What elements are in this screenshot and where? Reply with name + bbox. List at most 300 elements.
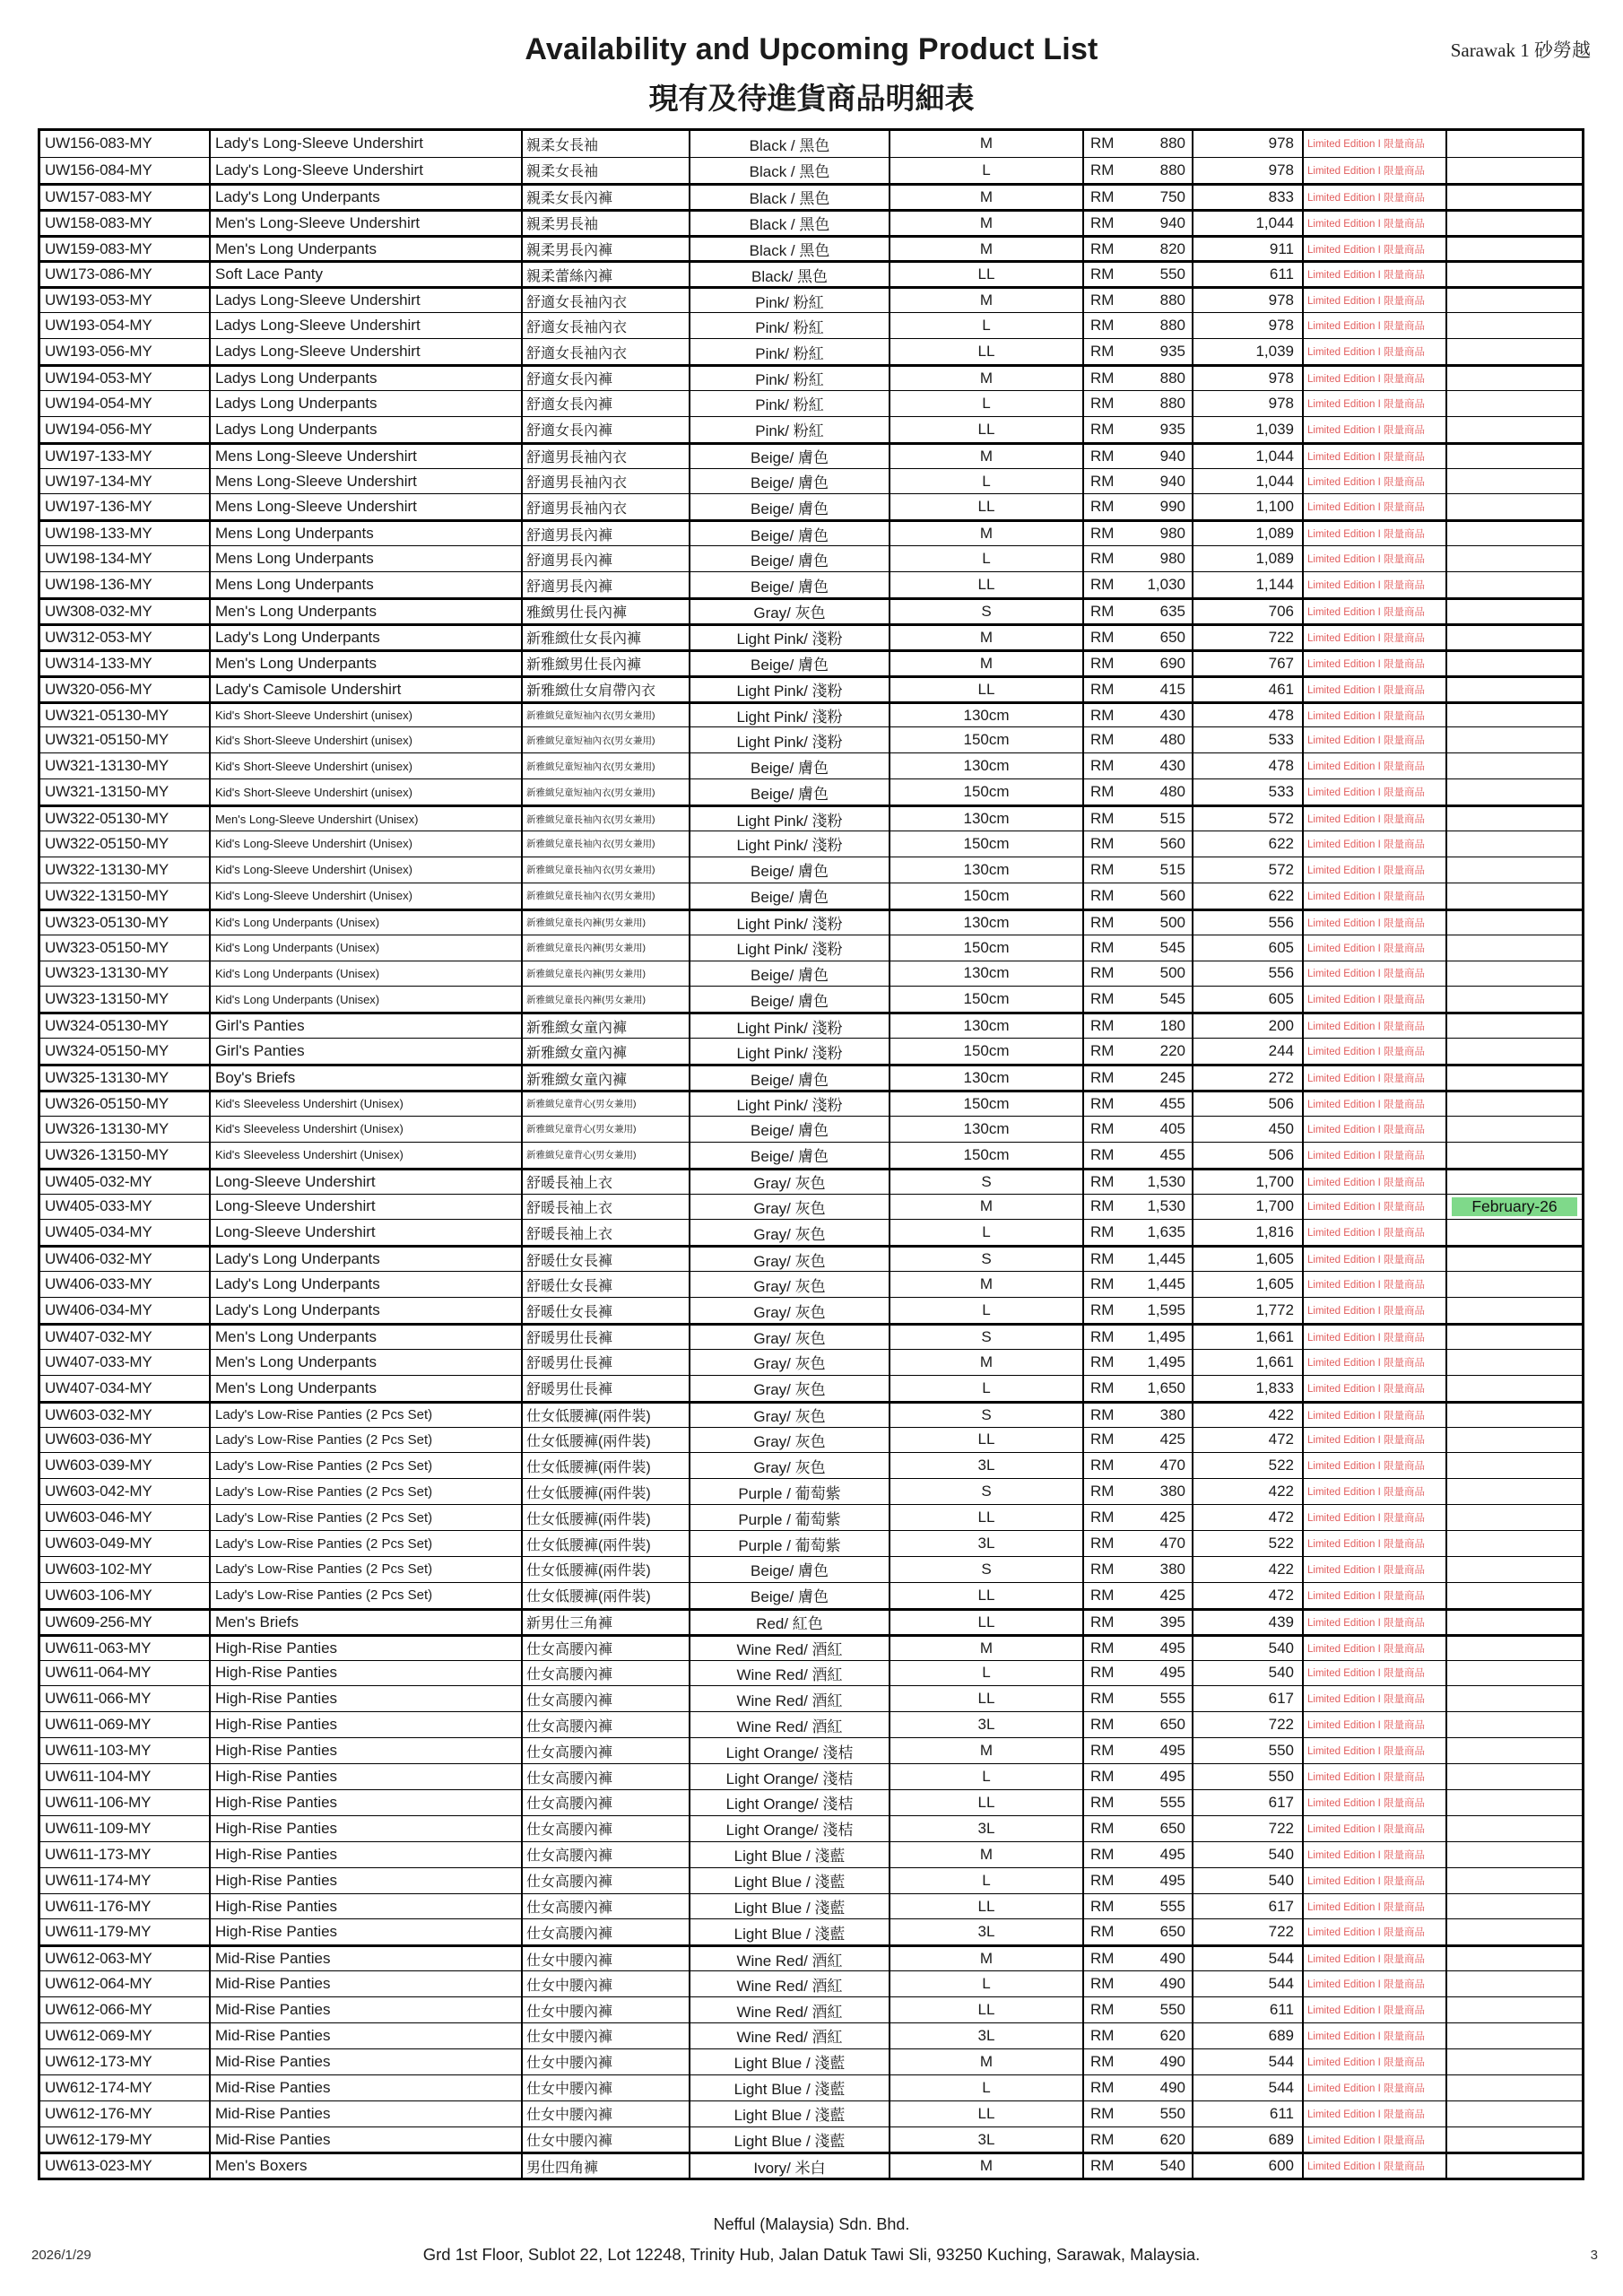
price-cell (1082, 678, 1192, 701)
limited-edition-badge: Limited Edition I 限量商品 (1302, 753, 1445, 778)
currency-label: RM (1090, 913, 1115, 931)
product-name-zh-cell: 仕女低腰褲(兩件裝) (521, 1404, 689, 1427)
currency-label: RM (1090, 1069, 1115, 1086)
limited-edition-badge: Limited Edition I 限量商品 (1302, 131, 1445, 157)
price-cell (1082, 1092, 1192, 1116)
price-alt-cell: 550 (1192, 1764, 1302, 1789)
price-alt-cell: 1,044 (1192, 212, 1302, 235)
price-value: 180 (1159, 1017, 1185, 1035)
product-name-en-cell: Mens Long-Sleeve Undershirt (209, 445, 521, 468)
product-name-zh-cell: 仕女高腰內褲 (521, 1686, 689, 1711)
table-row (40, 675, 1582, 701)
product-name-en-cell: Kid's Long-Sleeve Undershirt (Unisex) (209, 857, 521, 883)
size-cell: LL (889, 1686, 1082, 1711)
size-cell: M (889, 1637, 1082, 1660)
limited-edition-badge: Limited Edition I 限量商品 (1302, 1842, 1445, 1867)
size-cell: M (889, 522, 1082, 545)
price-alt-cell: 522 (1192, 1453, 1302, 1478)
table-row (40, 416, 1582, 442)
table-row (40, 597, 1582, 623)
size-cell: M (889, 1350, 1082, 1375)
note-cell (1445, 727, 1582, 752)
currency-label: RM (1090, 213, 1115, 231)
note-cell (1445, 857, 1582, 883)
currency-label: RM (1090, 239, 1115, 257)
product-name-zh-cell: 舒暖仕女長褲 (521, 1298, 689, 1323)
color-cell: Beige/ 膚色 (689, 1143, 889, 1168)
product-name-zh-cell: 舒適男長袖內衣 (521, 494, 689, 519)
product-code-cell: UW603-032-MY (45, 1405, 152, 1423)
limited-edition-badge: Limited Edition I 限量商品 (1302, 212, 1445, 235)
price-alt-cell: 572 (1192, 857, 1302, 883)
currency-label: RM (1090, 1950, 1115, 1968)
price-value: 490 (1159, 1975, 1185, 1993)
table-row (40, 1038, 1582, 1064)
price-value: 650 (1159, 1716, 1185, 1734)
product-code-cell: UW611-179-MY (45, 1923, 152, 1941)
note-cell (1445, 1505, 1582, 1530)
price-value: 880 (1159, 369, 1185, 387)
product-name-en-cell: Lady's Long Underpants (209, 1298, 521, 1323)
product-code-cell: UW321-13150-MY (45, 783, 169, 801)
size-cell: 3L (889, 1453, 1082, 1478)
price-alt-cell: 605 (1192, 935, 1302, 961)
limited-edition-badge: Limited Edition I 限量商品 (1302, 1066, 1445, 1090)
price-alt-cell: 1,044 (1192, 469, 1302, 494)
limited-edition-badge: Limited Edition I 限量商品 (1302, 857, 1445, 883)
product-code-cell: UW197-134-MY (45, 472, 152, 490)
color-cell: Wine Red/ 酒紅 (689, 1712, 889, 1737)
product-name-en-cell: Kid's Long Underpants (Unisex) (209, 987, 521, 1012)
product-name-zh-cell: 新男仕三角褲 (521, 1611, 689, 1634)
limited-edition-badge: Limited Edition I 限量商品 (1302, 339, 1445, 364)
color-cell: Gray/ 灰色 (689, 1220, 889, 1245)
product-name-en-cell: Ladys Long Underpants (209, 367, 521, 390)
table-row (40, 1452, 1582, 1478)
price-value: 490 (1159, 2078, 1185, 2096)
product-code-cell: UW194-053-MY (45, 369, 152, 387)
price-value: 980 (1159, 525, 1185, 543)
product-name-zh-cell: 舒暖男仕長褲 (521, 1376, 689, 1401)
product-name-zh-cell: 新雅緻兒童長內褲(男女兼用) (521, 961, 689, 987)
note-cell (1445, 1428, 1582, 1453)
currency-label: RM (1090, 2001, 1115, 2019)
product-name-en-cell: Men's Long-Sleeve Undershirt (209, 212, 521, 235)
table-row (40, 312, 1582, 338)
price-cell (1082, 2127, 1192, 2152)
limited-edition-badge: Limited Edition I 限量商品 (1302, 1637, 1445, 1660)
size-cell: M (889, 1842, 1082, 1867)
limited-edition-badge: Limited Edition I 限量商品 (1302, 289, 1445, 312)
note-cell (1445, 186, 1582, 209)
product-name-zh-cell: 仕女中腰內褲 (521, 2127, 689, 2152)
price-alt-cell: 978 (1192, 131, 1302, 157)
price-alt-cell: 544 (1192, 2075, 1302, 2100)
color-cell: Light Blue / 淺藍 (689, 2075, 889, 2100)
size-cell: M (889, 289, 1082, 312)
note-cell (1445, 1790, 1582, 1815)
product-name-en-cell: Mid-Rise Panties (209, 2101, 521, 2126)
product-code-cell: UW326-13150-MY (45, 1145, 169, 1163)
size-cell: M (889, 1272, 1082, 1297)
color-cell: Pink/ 粉紅 (689, 313, 889, 338)
note-cell (1445, 417, 1582, 442)
price-value: 880 (1159, 394, 1185, 412)
price-alt-cell: 611 (1192, 2101, 1302, 2126)
product-code-cell: UW198-136-MY (45, 576, 152, 594)
color-cell: Gray/ 灰色 (689, 1298, 889, 1323)
table-row (40, 1685, 1582, 1711)
limited-edition-badge: Limited Edition I 限量商品 (1302, 1376, 1445, 1401)
note-cell (1445, 1997, 1582, 2022)
product-name-en-cell: Kid's Sleeveless Undershirt (Unisex) (209, 1092, 521, 1116)
price-value: 635 (1159, 602, 1185, 620)
size-cell: 130cm (889, 753, 1082, 778)
product-name-en-cell: Kid's Short-Sleeve Undershirt (unisex) (209, 704, 521, 727)
product-name-en-cell: Lady's Low-Rise Panties (2 Pcs Set) (209, 1531, 521, 1556)
limited-edition-badge: Limited Edition I 限量商品 (1302, 572, 1445, 597)
note-cell (1445, 1453, 1582, 1478)
price-cell (1082, 131, 1192, 157)
product-name-en-cell: High-Rise Panties (209, 1686, 521, 1711)
note-cell (1445, 1842, 1582, 1867)
product-name-zh-cell: 仕女低腰褲(兩件裝) (521, 1557, 689, 1582)
product-name-zh-cell: 新雅緻兒童長袖內衣(男女兼用) (521, 831, 689, 857)
size-cell: LL (889, 572, 1082, 597)
color-cell: Gray/ 灰色 (689, 1272, 889, 1297)
price-value: 490 (1159, 2052, 1185, 2070)
price-cell (1082, 1712, 1192, 1737)
note-cell (1445, 883, 1582, 909)
limited-edition-badge: Limited Edition I 限量商品 (1302, 1583, 1445, 1608)
color-cell: Pink/ 粉紅 (689, 289, 889, 312)
product-name-en-cell: Kid's Short-Sleeve Undershirt (unisex) (209, 779, 521, 804)
price-alt-cell: 617 (1192, 1894, 1302, 1919)
price-cell (1082, 2154, 1192, 2178)
price-alt-cell: 506 (1192, 1143, 1302, 1168)
price-alt-cell: 544 (1192, 1947, 1302, 1970)
note-cell (1445, 831, 1582, 857)
product-code-cell: UW194-056-MY (45, 420, 152, 438)
limited-edition-badge: Limited Edition I 限量商品 (1302, 727, 1445, 752)
table-row (40, 883, 1582, 909)
currency-label: RM (1090, 1042, 1115, 1060)
product-name-zh-cell: 新雅緻女童內褲 (521, 1066, 689, 1090)
limited-edition-badge: Limited Edition I 限量商品 (1302, 1479, 1445, 1504)
price-cell (1082, 704, 1192, 727)
color-cell: Black / 黑色 (689, 158, 889, 183)
product-code-cell: UW322-05150-MY (45, 834, 169, 852)
price-cell (1082, 1997, 1192, 2022)
currency-label: RM (1090, 1923, 1115, 1941)
currency-label: RM (1090, 1172, 1115, 1190)
currency-label: RM (1090, 447, 1115, 465)
product-code-cell: UW406-033-MY (45, 1275, 152, 1293)
product-name-zh-cell: 舒適男長袖內衣 (521, 445, 689, 468)
product-code-cell: UW197-133-MY (45, 447, 152, 465)
note-cell (1445, 1195, 1582, 1220)
table-row (40, 157, 1582, 183)
product-name-zh-cell: 仕女高腰內褲 (521, 1790, 689, 1815)
size-cell: 130cm (889, 1066, 1082, 1090)
price-alt-cell: 722 (1192, 1816, 1302, 1841)
product-name-en-cell: Lady's Camisole Undershirt (209, 678, 521, 701)
color-cell: Light Blue / 淺藍 (689, 2127, 889, 2152)
limited-edition-badge: Limited Edition I 限量商品 (1302, 1453, 1445, 1478)
product-name-en-cell: Men's Long Underpants (209, 652, 521, 675)
limited-edition-badge: Limited Edition I 限量商品 (1302, 600, 1445, 623)
product-name-zh-cell: 新雅緻仕女長內褲 (521, 626, 689, 649)
color-cell: Gray/ 灰色 (689, 1248, 889, 1271)
price-value: 550 (1159, 2104, 1185, 2122)
page-subtitle-chinese: 現有及待進貨商品明細表 (648, 82, 975, 115)
price-value: 495 (1159, 1871, 1185, 1889)
note-cell (1445, 1531, 1582, 1556)
size-cell: 130cm (889, 1014, 1082, 1038)
table-row (40, 468, 1582, 494)
currency-label: RM (1090, 1223, 1115, 1241)
size-cell: M (889, 186, 1082, 209)
product-name-zh-cell: 仕女中腰內褲 (521, 2075, 689, 2100)
size-cell: LL (889, 263, 1082, 286)
product-name-zh-cell: 舒暖男仕長褲 (521, 1326, 689, 1349)
price-cell (1082, 1583, 1192, 1608)
table-row (40, 131, 1582, 157)
note-cell (1445, 445, 1582, 468)
product-name-en-cell: Ladys Long-Sleeve Undershirt (209, 289, 521, 312)
product-name-en-cell: Lady's Long-Sleeve Undershirt (209, 158, 521, 183)
price-alt-cell: 1,700 (1192, 1170, 1302, 1194)
size-cell: M (889, 652, 1082, 675)
note-cell (1445, 263, 1582, 286)
limited-edition-badge: Limited Edition I 限量商品 (1302, 1531, 1445, 1556)
color-cell: Black/ 黑色 (689, 263, 889, 286)
product-name-en-cell: Mid-Rise Panties (209, 1947, 521, 1970)
price-cell (1082, 2075, 1192, 2100)
price-cell (1082, 1248, 1192, 1271)
price-value: 470 (1159, 1535, 1185, 1552)
price-value: 495 (1159, 1664, 1185, 1682)
price-alt-cell: 472 (1192, 1505, 1302, 1530)
limited-edition-badge: Limited Edition I 限量商品 (1302, 626, 1445, 649)
size-cell: 130cm (889, 857, 1082, 883)
product-name-en-cell: Kid's Long Underpants (Unisex) (209, 911, 521, 935)
size-cell: L (889, 391, 1082, 416)
product-code-cell: UW156-084-MY (45, 161, 152, 178)
size-cell: 150cm (889, 1143, 1082, 1168)
price-alt-cell: 1,661 (1192, 1326, 1302, 1349)
size-cell: M (889, 131, 1082, 157)
size-cell: LL (889, 339, 1082, 364)
table-row (40, 1867, 1582, 1893)
price-alt-cell: 622 (1192, 831, 1302, 857)
price-value: 555 (1159, 1690, 1185, 1708)
note-cell (1445, 626, 1582, 649)
note-cell (1445, 1764, 1582, 1789)
price-cell (1082, 522, 1192, 545)
color-cell: Light Orange/ 淺桔 (689, 1790, 889, 1815)
limited-edition-badge: Limited Edition I 限量商品 (1302, 1971, 1445, 1996)
color-cell: Beige/ 膚色 (689, 1066, 889, 1090)
product-name-en-cell: Mid-Rise Panties (209, 1971, 521, 1996)
product-code-cell: UW612-063-MY (45, 1950, 152, 1968)
price-value: 550 (1159, 265, 1185, 283)
product-name-en-cell: Lady's Low-Rise Panties (2 Pcs Set) (209, 1557, 521, 1582)
table-row (40, 260, 1582, 286)
product-name-zh-cell: 舒暖仕女長褲 (521, 1248, 689, 1271)
note-cell (1445, 1738, 1582, 1763)
price-value: 1,495 (1147, 1327, 1185, 1345)
product-code-cell: UW603-046-MY (45, 1509, 152, 1526)
currency-label: RM (1090, 187, 1115, 205)
product-name-en-cell: Kid's Short-Sleeve Undershirt (unisex) (209, 727, 521, 752)
limited-edition-badge: Limited Edition I 限量商品 (1302, 961, 1445, 987)
currency-label: RM (1090, 525, 1115, 543)
price-alt-cell: 617 (1192, 1686, 1302, 1711)
table-row (40, 961, 1582, 987)
product-name-zh-cell: 仕女高腰內褲 (521, 1816, 689, 1841)
note-cell (1445, 704, 1582, 727)
price-alt-cell: 1,089 (1192, 546, 1302, 571)
table-row (40, 1090, 1582, 1116)
price-value: 820 (1159, 239, 1185, 257)
product-name-zh-cell: 舒適男長內褲 (521, 572, 689, 597)
product-name-en-cell: Men's Long Underpants (209, 1376, 521, 1401)
product-name-en-cell: Lady's Low-Rise Panties (2 Pcs Set) (209, 1479, 521, 1504)
note-cell (1445, 1298, 1582, 1323)
note-cell (1445, 131, 1582, 157)
product-name-zh-cell: 仕女高腰內褲 (521, 1919, 689, 1944)
price-cell (1082, 1868, 1192, 1893)
color-cell: Gray/ 灰色 (689, 1428, 889, 1453)
price-alt-cell: 472 (1192, 1583, 1302, 1608)
product-name-zh-cell: 新雅緻兒童長袖內衣(男女兼用) (521, 857, 689, 883)
price-alt-cell: 600 (1192, 2154, 1302, 2178)
product-name-zh-cell: 舒適男長內褲 (521, 522, 689, 545)
size-cell: 130cm (889, 911, 1082, 935)
limited-edition-badge: Limited Edition I 限量商品 (1302, 831, 1445, 857)
color-cell: Light Pink/ 淺粉 (689, 678, 889, 701)
price-value: 515 (1159, 810, 1185, 828)
table-row (40, 286, 1582, 312)
price-cell (1082, 1039, 1192, 1064)
table-row (40, 1608, 1582, 1634)
upcoming-date-highlight: February-26 (1452, 1197, 1577, 1217)
price-cell (1082, 1971, 1192, 1996)
product-code-cell: UW323-05130-MY (45, 913, 169, 931)
product-code-cell: UW612-179-MY (45, 2130, 152, 2148)
currency-label: RM (1090, 706, 1115, 724)
size-cell: S (889, 1248, 1082, 1271)
currency-label: RM (1090, 2157, 1115, 2175)
size-cell: M (889, 238, 1082, 261)
limited-edition-badge: Limited Edition I 限量商品 (1302, 987, 1445, 1012)
currency-label: RM (1090, 161, 1115, 178)
limited-edition-badge: Limited Edition I 限量商品 (1302, 1117, 1445, 1142)
size-cell: M (889, 445, 1082, 468)
table-row (40, 364, 1582, 390)
product-name-zh-cell: 仕女中腰內褲 (521, 2101, 689, 2126)
table-row (40, 1116, 1582, 1142)
product-name-zh-cell: 親柔女長內褲 (521, 186, 689, 209)
price-value: 650 (1159, 1923, 1185, 1941)
note-cell (1445, 935, 1582, 961)
product-name-en-cell: Lady's Low-Rise Panties (2 Pcs Set) (209, 1583, 521, 1608)
price-alt-cell: 461 (1192, 678, 1302, 701)
price-value: 650 (1159, 628, 1185, 646)
price-cell (1082, 1611, 1192, 1634)
currency-label: RM (1090, 1871, 1115, 1889)
price-value: 395 (1159, 1613, 1185, 1631)
product-name-zh-cell: 仕女高腰內褲 (521, 1868, 689, 1893)
product-name-zh-cell: 新雅緻兒童短袖內衣(男女兼用) (521, 704, 689, 727)
note-cell (1445, 1712, 1582, 1737)
price-value: 1,650 (1147, 1378, 1185, 1396)
price-alt-cell: 556 (1192, 911, 1302, 935)
currency-label: RM (1090, 135, 1115, 152)
product-name-zh-cell: 男仕四角褲 (521, 2154, 689, 2178)
limited-edition-badge: Limited Edition I 限量商品 (1302, 1894, 1445, 1919)
product-name-zh-cell: 新雅緻兒童長內褲(男女兼用) (521, 935, 689, 961)
note-cell (1445, 1248, 1582, 1271)
currency-label: RM (1090, 1352, 1115, 1370)
currency-label: RM (1090, 420, 1115, 438)
price-value: 545 (1159, 990, 1185, 1008)
table-row (40, 1375, 1582, 1401)
color-cell: Beige/ 膚色 (689, 1583, 889, 1608)
price-cell (1082, 1947, 1192, 1970)
product-name-zh-cell: 仕女低腰褲(兩件裝) (521, 1479, 689, 1504)
price-cell (1082, 339, 1192, 364)
product-name-zh-cell: 新雅緻兒童短袖內衣(男女兼用) (521, 779, 689, 804)
currency-label: RM (1090, 2026, 1115, 2044)
price-cell (1082, 600, 1192, 623)
limited-edition-badge: Limited Edition I 限量商品 (1302, 445, 1445, 468)
product-name-en-cell: Kid's Long-Sleeve Undershirt (Unisex) (209, 883, 521, 909)
table-row (40, 390, 1582, 416)
product-code-cell: UW158-083-MY (45, 213, 152, 231)
price-value: 550 (1159, 2001, 1185, 2019)
currency-label: RM (1090, 757, 1115, 775)
product-name-en-cell: High-Rise Panties (209, 1790, 521, 1815)
product-code-cell: UW321-05150-MY (45, 731, 169, 749)
table-row (40, 2022, 1582, 2048)
table-row (40, 1530, 1582, 1556)
table-row (40, 857, 1582, 883)
price-cell (1082, 1816, 1192, 1841)
product-name-zh-cell: 新雅緻兒童短袖內衣(男女兼用) (521, 727, 689, 752)
price-value: 455 (1159, 1145, 1185, 1163)
color-cell: Pink/ 粉紅 (689, 367, 889, 390)
table-row (40, 209, 1582, 235)
size-cell: L (889, 1661, 1082, 1686)
price-alt-cell: 1,100 (1192, 494, 1302, 519)
note-cell (1445, 367, 1582, 390)
price-cell (1082, 186, 1192, 209)
color-cell: Beige/ 膚色 (689, 1557, 889, 1582)
color-cell: Wine Red/ 酒紅 (689, 1947, 889, 1970)
color-cell: Black / 黑色 (689, 131, 889, 157)
table-row (40, 1064, 1582, 1090)
price-cell (1082, 313, 1192, 338)
product-name-en-cell: Ladys Long Underpants (209, 391, 521, 416)
price-cell (1082, 935, 1192, 961)
note-cell (1445, 2023, 1582, 2048)
price-value: 1,445 (1147, 1250, 1185, 1268)
product-code-cell: UW322-13150-MY (45, 886, 169, 904)
price-cell (1082, 263, 1192, 286)
price-cell (1082, 753, 1192, 778)
